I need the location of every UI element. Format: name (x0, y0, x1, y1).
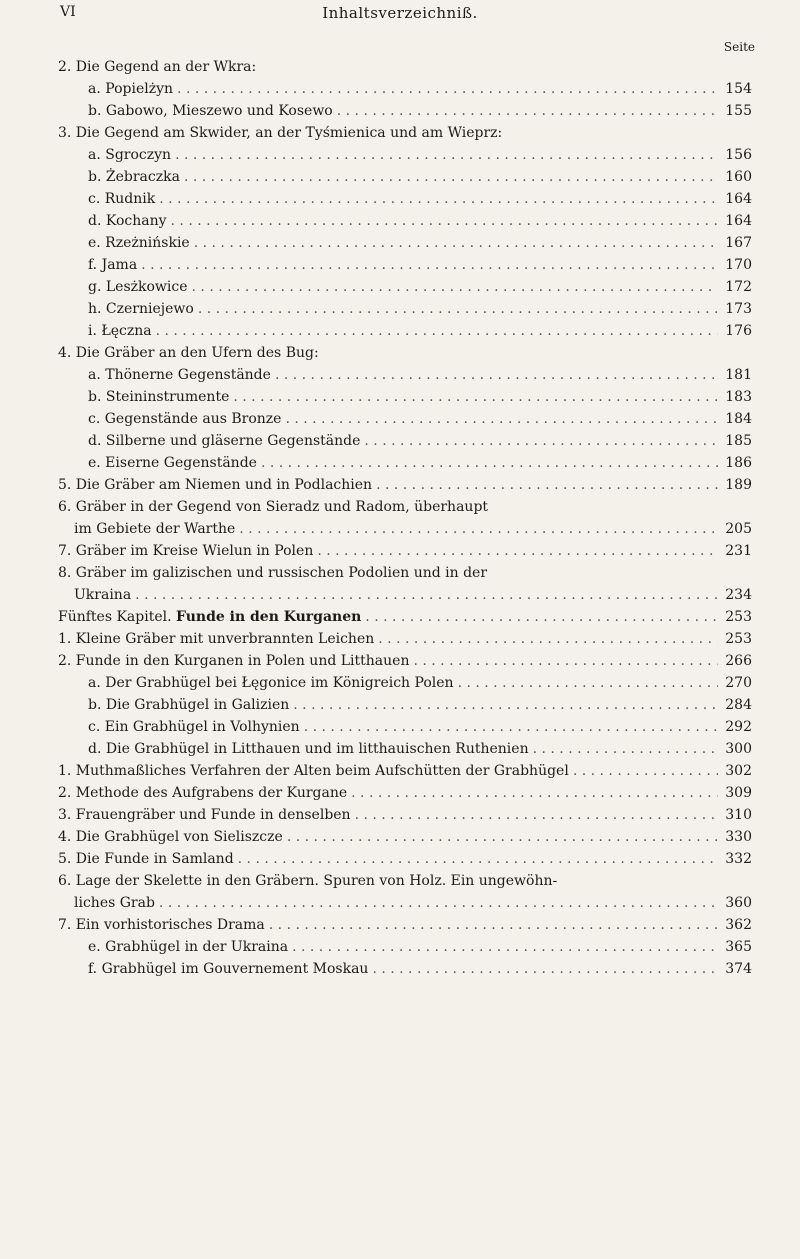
dot-leader (177, 78, 718, 100)
toc-entry-title: a. Popielżyn (88, 81, 174, 97)
toc-entry-page: 332 (725, 851, 752, 867)
toc-entry (58, 188, 752, 210)
toc-entry (58, 848, 752, 870)
toc-entry-page: 176 (725, 323, 752, 339)
dot-leader (261, 452, 718, 474)
toc-entry-page: 156 (725, 147, 752, 163)
toc-entry-page: 302 (725, 763, 752, 779)
toc-entry (58, 540, 752, 562)
toc-entry-page: 266 (725, 653, 752, 669)
toc-entry (58, 276, 752, 298)
toc-entry (58, 606, 752, 628)
toc-entry-page: 154 (725, 81, 752, 97)
toc-entry-title: c. Ein Grabhügel in Volhynien (88, 719, 300, 735)
toc-entry (58, 144, 752, 166)
dot-leader (233, 386, 718, 408)
toc-entry (58, 122, 752, 144)
dot-leader (365, 606, 718, 628)
toc-entry (58, 650, 752, 672)
toc-entry-title: 7. Ein vorhistorisches Drama (58, 917, 265, 933)
toc-entry-page: 205 (725, 521, 752, 537)
dot-leader (351, 782, 718, 804)
toc-entry-page: 167 (725, 235, 752, 251)
toc-entry-page: 185 (725, 433, 752, 449)
dot-leader (337, 100, 718, 122)
toc-entry-title: 3. Frauengräber und Funde in denselben (58, 807, 351, 823)
toc-entry-page: 253 (725, 631, 752, 647)
toc-entry-title: h. Czerniejewo (88, 301, 194, 317)
dot-leader (304, 716, 718, 738)
toc-entry (58, 694, 752, 716)
toc-entry (58, 914, 752, 936)
toc-entry-page: 362 (725, 917, 752, 933)
toc-entry-title: 7. Gräber im Kreise Wielun in Polen (58, 543, 314, 559)
toc-entry-page: 172 (725, 279, 752, 295)
toc-entry-page: 164 (725, 191, 752, 207)
toc-entry-title: 5. Die Gräber am Niemen und in Podlachien (58, 477, 373, 493)
dot-leader (135, 584, 718, 606)
toc-entry-title: c. Rudnik (88, 191, 156, 207)
toc-entry (58, 782, 752, 804)
dot-leader (458, 672, 718, 694)
toc-entry-title: 2. Funde in den Kurganen in Polen und Litthauen (58, 653, 410, 669)
toc-entry-page: 164 (725, 213, 752, 229)
toc-entry-title: 2. Die Gegend an der Wkra: (58, 59, 257, 75)
toc-entry-page: 253 (725, 609, 752, 625)
dot-leader (293, 694, 718, 716)
dot-leader (238, 848, 718, 870)
toc-entry-title: c. Gegenstände aus Bronze (88, 411, 282, 427)
toc-entry (58, 496, 752, 518)
toc-entry-page: 330 (725, 829, 752, 845)
toc-entry-title: b. Steininstrumente (88, 389, 230, 405)
toc-entry (58, 320, 752, 342)
toc-entry (58, 232, 752, 254)
toc-entry (58, 584, 752, 606)
toc-entry-page: 170 (725, 257, 752, 273)
dot-leader (184, 166, 718, 188)
toc-entry-page: 360 (725, 895, 752, 911)
toc-entry (58, 518, 752, 540)
toc-entry (58, 958, 752, 980)
toc-entry-title: b. Gabowo, Mieszewo und Kosewo (88, 103, 333, 119)
toc-entry-title: a. Der Grabhügel bei Łęgonice im Königreich Polen (88, 675, 454, 691)
dot-leader (287, 826, 718, 848)
dot-leader (239, 518, 718, 540)
dot-leader (175, 144, 718, 166)
toc-entry-page: 292 (725, 719, 752, 735)
toc-entry (58, 826, 752, 848)
toc-entry-title: 6. Gräber in der Gegend von Sieradz und Radom, überhaupt (58, 499, 489, 515)
toc-entry-page: 186 (725, 455, 752, 471)
toc-entry-title: b. Żebraczka (88, 169, 180, 185)
dot-leader (269, 914, 718, 936)
toc-entry (58, 100, 752, 122)
toc-entry-title: 4. Die Grabhügel von Sieliszcze (58, 829, 283, 845)
toc-entry-title: liches Grab (74, 895, 155, 911)
toc-entry (58, 672, 752, 694)
toc-entry (58, 364, 752, 386)
toc-entry-page: 234 (725, 587, 752, 603)
running-title: Inhaltsverzeichniß. (322, 4, 478, 22)
toc-entry-page: 160 (725, 169, 752, 185)
toc-entry (58, 430, 752, 452)
dot-leader (364, 430, 718, 452)
toc-entry-page: 310 (725, 807, 752, 823)
toc-entry-page: 184 (725, 411, 752, 427)
toc-entry (58, 342, 752, 364)
toc-entry-title: 4. Die Gräber an den Ufern des Bug: (58, 345, 319, 361)
toc-entry-page: 155 (725, 103, 752, 119)
toc-entry-title: Ukraina (74, 587, 132, 603)
toc-entry-title: d. Kochany (88, 213, 167, 229)
toc-entry-title: a. Thönerne Gegenstände (88, 367, 271, 383)
toc-entry (58, 760, 752, 782)
toc-entry-title: e. Rzeżnińskie (88, 235, 190, 251)
dot-leader (376, 474, 718, 496)
toc-entry (58, 408, 752, 430)
toc-entry (58, 936, 752, 958)
toc-entry-title: a. Sgroczyn (88, 147, 172, 163)
dot-leader (355, 804, 718, 826)
dot-leader (159, 188, 718, 210)
toc-entry-title: d. Silberne und gläserne Gegenstände (88, 433, 361, 449)
dot-leader (141, 254, 718, 276)
dot-leader (317, 540, 718, 562)
toc-entry-title: 1. Muthmaßliches Verfahren der Alten beim Aufschütten der Grabhügel (58, 763, 569, 779)
toc-entry (58, 892, 752, 914)
toc-entry-title: Fünftes Kapitel. Funde in den Kurganen (58, 609, 362, 625)
toc-entry-page: 183 (725, 389, 752, 405)
toc-entry (58, 56, 752, 78)
toc-entry-title: b. Die Grabhügel in Galizien (88, 697, 290, 713)
toc-entry (58, 628, 752, 650)
toc-entry-page: 189 (725, 477, 752, 493)
toc-entry-title: 5. Die Funde in Samland (58, 851, 234, 867)
page-column-label: Seite (723, 40, 755, 54)
dot-leader (198, 298, 718, 320)
toc-entry-title: im Gebiete der Warthe (74, 521, 236, 537)
table-of-contents (58, 56, 752, 980)
toc-entry-title: 1. Kleine Gräber mit unverbrannten Leichen (58, 631, 375, 647)
toc-entry-title: 2. Methode des Aufgrabens der Kurgane (58, 785, 348, 801)
toc-entry-page: 374 (725, 961, 752, 977)
toc-entry (58, 870, 752, 892)
toc-entry-title: g. Lesżkowice (88, 279, 188, 295)
dot-leader (171, 210, 718, 232)
dot-leader (292, 936, 718, 958)
dot-leader (192, 276, 718, 298)
toc-entry-title: e. Eiserne Gegenstände (88, 455, 257, 471)
toc-entry-page: 365 (725, 939, 752, 955)
dot-leader (159, 892, 718, 914)
dot-leader (378, 628, 718, 650)
toc-entry (58, 166, 752, 188)
toc-entry-title: d. Die Grabhügel in Litthauen und im litthauischen Ruthenien (88, 741, 529, 757)
toc-entry-title: 6. Lage der Skelette in den Gräbern. Spuren von Holz. Ein ungewöhn- (58, 873, 558, 889)
toc-entry-title: f. Jama (88, 257, 138, 273)
toc-entry-page: 181 (725, 367, 752, 383)
toc-entry (58, 452, 752, 474)
toc-entry-page: 270 (725, 675, 752, 691)
toc-entry (58, 254, 752, 276)
dot-leader (413, 650, 718, 672)
dot-leader (156, 320, 718, 342)
dot-leader (372, 958, 718, 980)
toc-entry-page: 173 (725, 301, 752, 317)
toc-entry (58, 210, 752, 232)
toc-entry (58, 298, 752, 320)
toc-entry-page: 231 (725, 543, 752, 559)
toc-entry-page: 284 (725, 697, 752, 713)
toc-entry (58, 738, 752, 760)
dot-leader (533, 738, 718, 760)
toc-entry-page: 300 (725, 741, 752, 757)
toc-entry-title: 3. Die Gegend am Skwider, an der Tyśmienica und am Wieprz: (58, 125, 503, 141)
dot-leader (285, 408, 718, 430)
dot-leader (275, 364, 718, 386)
toc-entry-title: f. Grabhügel im Gouvernement Moskau (88, 961, 369, 977)
toc-entry-title: e. Grabhügel in der Ukraina (88, 939, 289, 955)
toc-entry-page: 309 (725, 785, 752, 801)
toc-entry (58, 562, 752, 584)
toc-entry (58, 78, 752, 100)
toc-entry-title: i. Łęczna (88, 323, 152, 339)
toc-entry (58, 804, 752, 826)
toc-entry (58, 386, 752, 408)
dot-leader (194, 232, 718, 254)
toc-entry-title: 8. Gräber im galizischen und russischen Podolien und in der (58, 565, 488, 581)
dot-leader (573, 760, 718, 782)
toc-entry (58, 474, 752, 496)
toc-entry (58, 716, 752, 738)
page-number: VI (60, 4, 76, 20)
